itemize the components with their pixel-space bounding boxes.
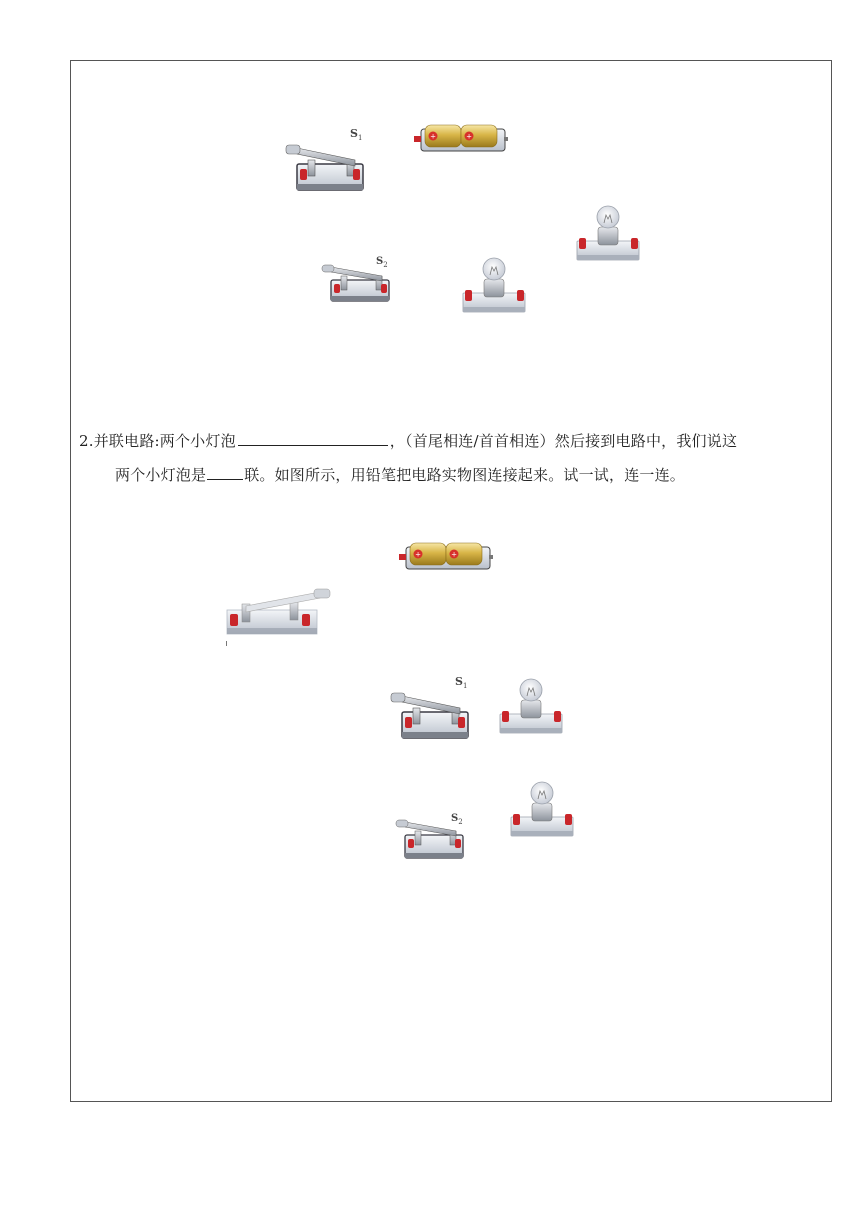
question-title: 并联电路: [93, 432, 160, 450]
question-number: 2. [79, 432, 94, 450]
switch-s1-bottom [388, 686, 472, 742]
question-line-2: 两个小灯泡是 联。如图所示，用铅笔把电路实物图连接起来。试一试，连一连。 [115, 466, 686, 484]
battery-top [413, 123, 509, 153]
question-line-1: 2.并联电路:两个小灯泡 ，（首尾相连/首首相连）然后接到电路中，我们说这 [79, 432, 738, 450]
stray-mark [226, 641, 227, 646]
switch-s1-top [283, 138, 367, 194]
svg-text:+: + [466, 132, 472, 141]
bulb-bottom-2 [509, 779, 575, 837]
svg-text:+: + [415, 550, 421, 559]
worksheet-frame [70, 60, 832, 1102]
battery-bottom [398, 541, 494, 571]
svg-text:+: + [451, 550, 457, 559]
main-switch-bottom [224, 586, 336, 638]
bulb-bottom-1 [498, 676, 564, 734]
bulb-top-center [461, 255, 527, 313]
switch-s1-label: $S_1$ [350, 127, 363, 143]
answer-blank-1[interactable] [238, 430, 388, 446]
switch-s2-label: $S_2$ [376, 256, 388, 269]
switch-s1-bottom-label: $S_1$ [455, 675, 468, 691]
switch-s2-bottom-label: $S_2$ [451, 813, 463, 826]
svg-text:+: + [430, 132, 436, 141]
answer-blank-2[interactable] [207, 464, 243, 480]
bulb-top-right [575, 203, 641, 261]
